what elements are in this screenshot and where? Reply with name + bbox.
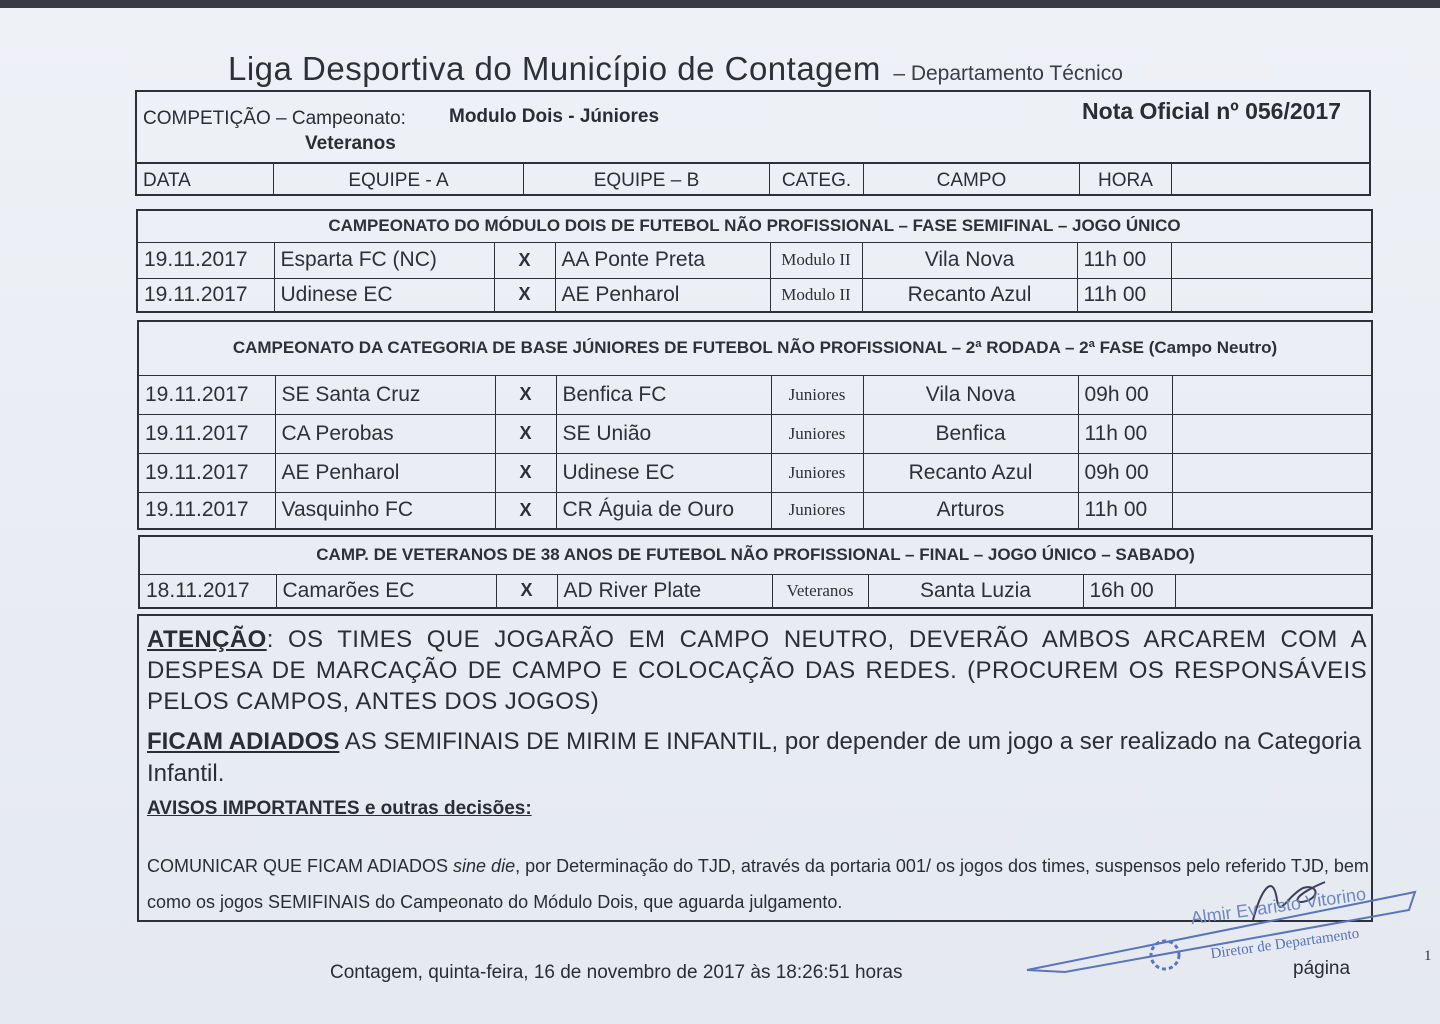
- match-date: 18.11.2017: [139, 574, 276, 608]
- postponed-notice: [147, 726, 1367, 790]
- versus-mark: X: [495, 492, 556, 529]
- team-a: CA Perobas: [275, 414, 495, 453]
- document-title: Liga Desportiva do Município de Contagem: [228, 50, 881, 87]
- versus-mark: X: [495, 453, 556, 492]
- document-header: [228, 50, 1123, 88]
- match-date: 19.11.2017: [138, 414, 275, 453]
- match-category: Juniores: [771, 492, 863, 529]
- column-header-blank: [1172, 164, 1369, 194]
- section-title: CAMPEONATO DA CATEGORIA DE BASE JÚNIORES DE FUTEBOL NÃO PROFISSIONAL – 2ª RODADA – 2ª FASE (Campo Neutro): [138, 321, 1372, 375]
- blank-cell: [1171, 242, 1372, 278]
- match-time: 11h 00: [1078, 414, 1172, 453]
- team-b: AD River Plate: [557, 574, 772, 608]
- attention-label: ATENÇÃO: [147, 626, 267, 653]
- match-category: Modulo II: [770, 242, 862, 278]
- table-row: [139, 574, 1372, 608]
- column-header-time: HORA: [1080, 164, 1172, 194]
- match-field: Recanto Azul: [862, 278, 1077, 312]
- match-field: Santa Luzia: [868, 574, 1083, 608]
- blank-cell: [1175, 574, 1372, 608]
- match-date: 19.11.2017: [138, 375, 275, 414]
- postponed-text: AS SEMIFINAIS DE MIRIM E INFANTIL, por depender de um jogo a ser realizado na Categoria Infantil.: [147, 728, 1362, 787]
- team-b: AA Ponte Preta: [555, 242, 770, 278]
- section-table-modulo-dois: [136, 209, 1373, 313]
- column-header-category: CATEG.: [770, 164, 864, 194]
- competition-value-2: Veteranos: [305, 133, 396, 154]
- team-a: AE Penharol: [275, 453, 495, 492]
- document-subtitle: – Departamento Técnico: [893, 62, 1123, 85]
- section-title: CAMP. DE VETERANOS DE 38 ANOS DE FUTEBOL NÃO PROFISSIONAL – FINAL – JOGO ÚNICO – SABADO): [139, 536, 1372, 574]
- table-row: [137, 242, 1372, 278]
- match-category: Modulo II: [770, 278, 862, 312]
- match-time: 09h 00: [1078, 453, 1172, 492]
- versus-mark: X: [495, 375, 556, 414]
- match-field: Benfica: [863, 414, 1078, 453]
- blank-cell: [1172, 492, 1372, 529]
- important-notices-heading: AVISOS IMPORTANTES e outras decisões:: [147, 798, 532, 819]
- stamp-role: Diretor de Departamento: [1209, 925, 1361, 963]
- table-row: [138, 375, 1372, 414]
- team-a: Camarões EC: [276, 574, 496, 608]
- match-category: Veteranos: [772, 574, 868, 608]
- team-a: Esparta FC (NC): [274, 242, 494, 278]
- versus-mark: X: [495, 414, 556, 453]
- postponed-label: FICAM ADIADOS: [147, 728, 340, 755]
- team-a: Udinese EC: [274, 278, 494, 312]
- blank-cell: [1172, 414, 1372, 453]
- competition-box: [135, 90, 1371, 164]
- match-category: Juniores: [771, 414, 863, 453]
- section-table-juniores: [137, 320, 1373, 530]
- communication-text-italic: sine die: [453, 856, 516, 876]
- match-time: 09h 00: [1078, 375, 1172, 414]
- match-field: Vila Nova: [862, 242, 1077, 278]
- match-field: Arturos: [863, 492, 1078, 529]
- team-a: Vasquinho FC: [275, 492, 495, 529]
- column-header-row: [135, 162, 1371, 196]
- match-time: 16h 00: [1083, 574, 1175, 608]
- page-top-edge: [0, 0, 1440, 8]
- section-title: CAMPEONATO DO MÓDULO DOIS DE FUTEBOL NÃO PROFISSIONAL – FASE SEMIFINAL – JOGO ÚNICO: [137, 210, 1372, 242]
- blank-cell: [1171, 278, 1372, 312]
- attention-notice: [147, 624, 1367, 717]
- table-row: [138, 492, 1372, 529]
- team-b: SE União: [556, 414, 771, 453]
- match-date: 19.11.2017: [138, 492, 275, 529]
- match-date: 19.11.2017: [137, 278, 274, 312]
- match-field: Vila Nova: [863, 375, 1078, 414]
- page-label: página: [1293, 958, 1351, 979]
- communication-text-a: COMUNICAR QUE FICAM ADIADOS: [147, 856, 454, 876]
- stamp-name: Almir Evaristo Vitorino: [1189, 883, 1368, 929]
- match-date: 19.11.2017: [137, 242, 274, 278]
- match-field: Recanto Azul: [863, 453, 1078, 492]
- team-b: AE Penharol: [555, 278, 770, 312]
- team-a: SE Santa Cruz: [275, 375, 495, 414]
- attention-text: : OS TIMES QUE JOGARÃO EM CAMPO NEUTRO, DEVERÃO AMBOS ARCAREM COM A DESPESA DE MARCAÇÃO DE CAMPO E COLOCAÇÃO DAS REDES. (PROCUREM OS RESPONSÁVEIS PELOS CAMPOS, ANTES DOS JOGOS): [147, 626, 1367, 715]
- footer-timestamp: Contagem, quinta-feira, 16 de novembro de 2017 às 18:26:51 horas: [330, 962, 903, 983]
- team-b: Udinese EC: [556, 453, 771, 492]
- versus-mark: X: [496, 574, 557, 608]
- match-category: Juniores: [771, 375, 863, 414]
- table-row: [138, 414, 1372, 453]
- team-b: CR Águia de Ouro: [556, 492, 771, 529]
- communication-text-b: , por Determinação do TJD, através da portaria 001/ os jogos dos times, suspensos pelo referido TJD, bem como os jogos SEMIFINAIS do Campeonato do Módulo Dois, que aguarda julgamento.: [147, 856, 1369, 912]
- table-row: [137, 278, 1372, 312]
- column-header-date: DATA: [137, 164, 274, 194]
- match-time: 11h 00: [1078, 492, 1172, 529]
- competition-label: COMPETIÇÃO – Campeonato:: [143, 108, 406, 129]
- match-category: Juniores: [771, 453, 863, 492]
- competition-value: Modulo Dois - Júniores: [449, 106, 660, 127]
- column-header-team-b: EQUIPE – B: [524, 164, 770, 194]
- column-header-field: CAMPO: [864, 164, 1080, 194]
- match-time: 11h 00: [1077, 278, 1171, 312]
- match-time: 11h 00: [1077, 242, 1171, 278]
- blank-cell: [1172, 453, 1372, 492]
- table-row: [138, 453, 1372, 492]
- team-b: Benfica FC: [556, 375, 771, 414]
- section-table-veteranos: [138, 535, 1373, 609]
- blank-cell: [1172, 375, 1372, 414]
- versus-mark: X: [494, 242, 555, 278]
- column-header-team-a: EQUIPE - A: [274, 164, 524, 194]
- page-number: 1: [1424, 948, 1432, 964]
- versus-mark: X: [494, 278, 555, 312]
- official-note-number: Nota Oficial nº 056/2017: [1082, 98, 1341, 124]
- match-date: 19.11.2017: [138, 453, 275, 492]
